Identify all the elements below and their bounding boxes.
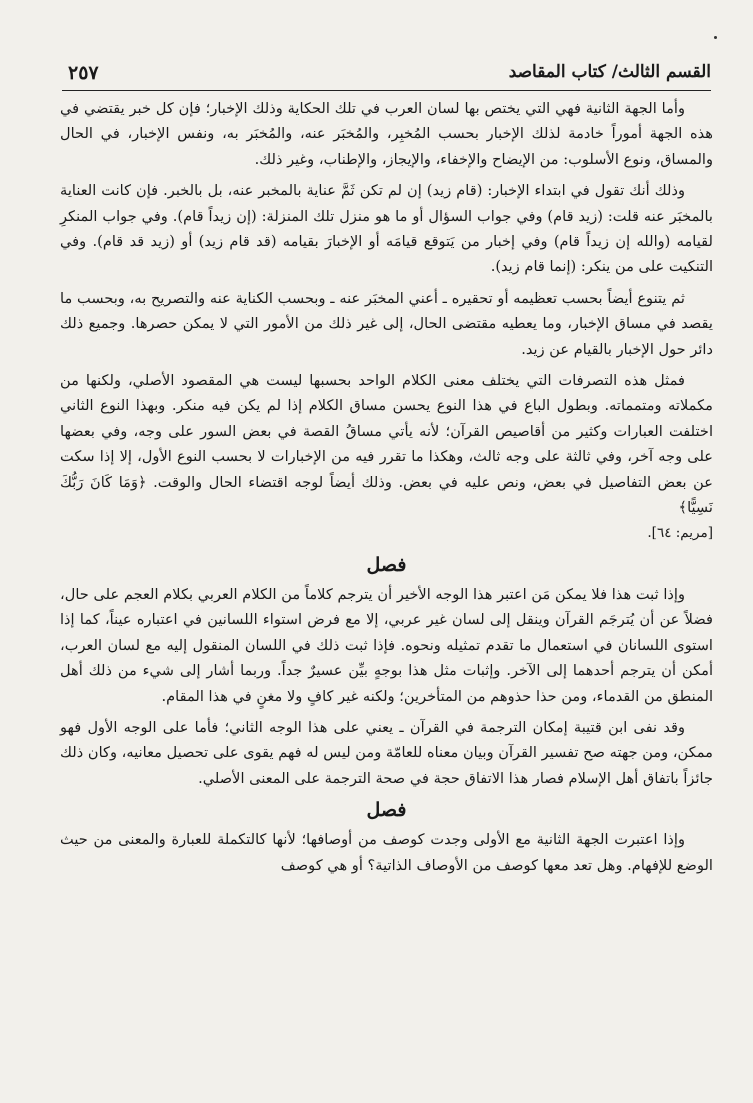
section-heading: فصل	[366, 553, 407, 576]
page-mark	[714, 36, 717, 39]
section-heading: فصل	[366, 799, 407, 822]
paragraph: وأما الجهة الثانية فهي التي يختص بها لسان العرب في تلك الحكاية وذلك الإخبار؛ فإن كل خبر يقتضي في هذه الجهة أموراً خادمة لذلك الإخبار بحسب المُخبِر، والمُخبَر عنه، والمُخبَر به، ونفس الإخبار، في الحال والمساق، ونوع الأسلوب: من الإيضاح والإخفاء، والإيجاز، والإطناب، وغير ذلك.	[60, 100, 713, 168]
page-header	[62, 56, 711, 91]
paragraph: وذلك أنك تقول في ابتداء الإخبار: (قام زيد) إن لم تكن ثَمَّ عناية بالمخبر عنه، بل بالخبر. فإن كانت العناية بالمخبَر عنه قلت: (زيد قام) وفي جواب السؤال أو ما هو منزل تلك المنزلة: (إن زيداً قام). وفي جواب المنكرِ لقيامه (والله إن زيداً قام) وفي إخبار من يَتوقع قيامَه أو الإخبارَ بقيامه (قد قام زيد) أو (زيد قد قام). وفي التنكيت على من ينكر: (إنما قام زيد).	[60, 182, 713, 276]
paragraph: وإذا ثبت هذا فلا يمكن مَن اعتبر هذا الوجه الأخير أن يترجم كلاماً من الكلام العربي بكلام العجم على حال، فضلاً عن أن يُترجَم القرآن وينقل إلى لسان غير عربي، إلا مع فرض استواء اللسانين في اعتباره عيناً، كما إذا استوى اللسانان في استعمال ما تقدم تمثيله ونحوه. فإذا ثبت ذلك في اللسان المنقول إليه مع لسان العرب، أمكن أن يترجم أحدهما إلى الآخر. وإثبات مثل هذا بوجهٍ بيِّن عسيرٌ جداً. وربما أشار إلى شيء من ذلك أهل المنطق من القدماء، ومن حذا حذوهم من المتأخرين؛ ولكنه غير كافٍ ولا مغنٍ في هذا المقام.	[60, 585, 713, 705]
page-number: ٢٥٧	[68, 62, 99, 84]
paragraph: وقد نفى ابن قتيبة إمكان الترجمة في القرآن ـ يعني على هذا الوجه الثاني؛ فأما على الوجه الأول فهو ممكن، ومن جهته صح تفسير القرآن وبيان معناه للعامّة ومن ليس له فهم يقوى على تحصيل معانيه، وكان ذلك جائزاً باتفاق أهل الإسلام فصار هذا الاتفاق حجة في صحة الترجمة على المعنى الأصلي.	[60, 718, 713, 787]
page-body	[60, 96, 713, 878]
paragraph: وإذا اعتبرت الجهة الثانية مع الأولى وجدت كوصف من أوصافها؛ لأنها كالتكملة للعبارة والمعنى من حيث الوضع للإفهام. وهل تعد معها كوصف من الأوصاف الذاتية؟ أو هي كوصف	[60, 831, 713, 874]
paragraph: فمثل هذه التصرفات التي يختلف معنى الكلام الواحد بحسبها ليست هي المقصود الأصلي، ولكنها من مكملاته ومتمماته. وبطول الباع في هذا النوع يحسن مساق الكلام إذا لم يكن فيه منكر. وبهذا النوع الثاني اختلفت العبارات وكثير من أقاصيص القرآن؛ لأنه يأتي مساقُ القصة في بعض السور على وجه، وفي بعضها على وجه آخر، وفي ثالثة على وجه ثالث، وهكذا ما تقرر فيه من الإخبارات لا بحسب النوع الأول، إلا إذا سكت عن بعض التفاصيل في بعض، ونص عليه في بعض. وذلك أيضاً لوجه اقتضاء الحال والوقت. ﴿وَمَا كَانَ رَبُّكَ نَسِيًّا﴾	[60, 372, 713, 517]
running-head: القسم الثالث/ كتاب المقاصد	[508, 62, 711, 82]
verse-reference: [مريم: ٦٤].	[647, 524, 713, 541]
paragraph: ثم يتنوع أيضاً بحسب تعظيمه أو تحقيره ـ أعني المخبَر عنه ـ وبحسب الكناية عنه والتصريح به، وبحسب ما يقصد في مساق الإخبار، وما يعطيه مقتضى الحال، إلى غير ذلك من الأمور التي لا يمكن حصرها. وجميع ذلك دائر حول الإخبار بالقيام عن زيد.	[60, 289, 713, 358]
